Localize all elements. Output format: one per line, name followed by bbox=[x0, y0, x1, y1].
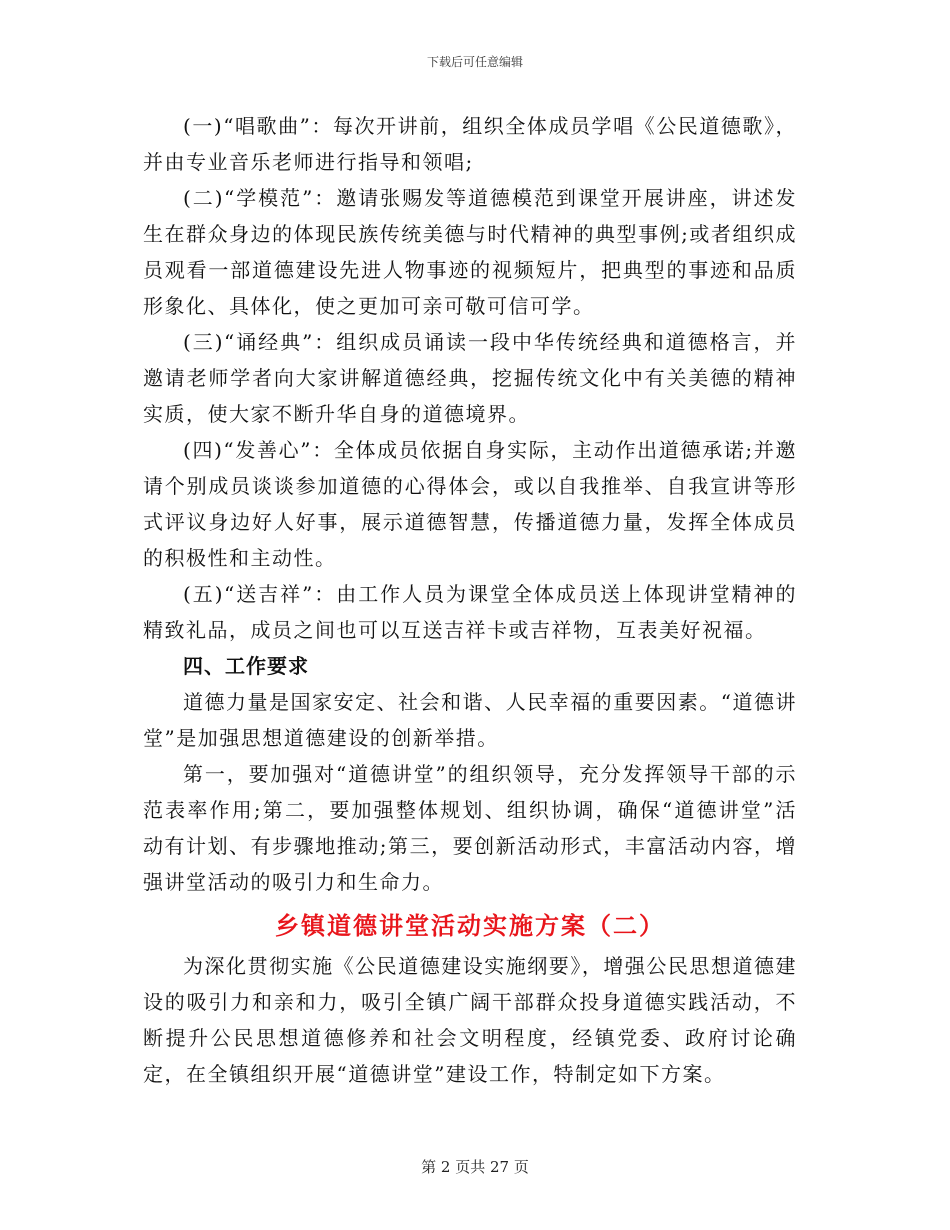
document-section-title: 乡镇道德讲堂活动实施方案（二） bbox=[275, 911, 665, 940]
paragraph-blessing: (五)“送吉祥”：由工作人员为课堂全体成员送上体现讲堂精神的精致礼品，成员之间也可以互送吉祥卡或吉祥物，互表美好祝福。 bbox=[143, 582, 797, 642]
paragraph-requirement-intro: 道德力量是国家安定、社会和谐、人民幸福的重要因素。“道德讲堂”是加强思想道德建设的创新举措。 bbox=[143, 690, 797, 750]
section-heading-work-requirements: 四、工作要求 bbox=[183, 654, 309, 678]
page-header: 下载后可任意编辑 bbox=[426, 55, 523, 69]
paragraph-recite-classics: (三)“诵经典”：组织成员诵读一段中华传统经典和道德格言，并邀请老师学者向大家讲解道德经典，挖掘传统文化中有关美德的精神实质，使大家不断升华自身的道德境界。 bbox=[143, 330, 797, 426]
paragraph-sing-song: (一)“唱歌曲”：每次开讲前，组织全体成员学唱《公民道德歌》，并由专业音乐老师进行指导和领唱; bbox=[143, 114, 797, 174]
paragraph-plan-intro: 为深化贯彻实施《公民道德建设实施纲要》，增强公民思想道德建设的吸引力和亲和力，吸引全镇广阔干部群众投身道德实践活动，不断提升公民思想道德修养和社会文明程度，经镇党委、政府讨论确定，在全镇组织开展“道德讲堂”建设工作，特制定如下方案。 bbox=[143, 954, 797, 1086]
paragraph-learn-model: (二)“学模范”：邀请张赐发等道德模范到课堂开展讲座，讲述发生在群众身边的体现民族传统美德与时代精神的典型事例;或者组织成员观看一部道德建设先进人物事迹的视频短片，把典型的事迹和品质形象化、具体化，使之更加可亲可敬可信可学。 bbox=[143, 186, 797, 318]
page-footer: 第 2 页共 27 页 bbox=[421, 1158, 529, 1176]
paragraph-kindness: (四)“发善心”：全体成员依据自身实际，主动作出道德承诺;并邀请个别成员谈谈参加道德的心得体会，或以自我推举、自我宣讲等形式评议身边好人好事，展示道德智慧，传播道德力量，发挥全体成员的积极性和主动性。 bbox=[143, 438, 797, 570]
document-body bbox=[143, 108, 797, 1092]
paragraph-requirement-details: 第一，要加强对“道德讲堂”的组织领导，充分发挥领导干部的示范表率作用;第二，要加强整体规划、组织协调，确保“道德讲堂”活动有计划、有步骤地推动;第三，要创新活动形式，丰富活动内容，增强讲堂活动的吸引力和生命力。 bbox=[143, 762, 797, 894]
